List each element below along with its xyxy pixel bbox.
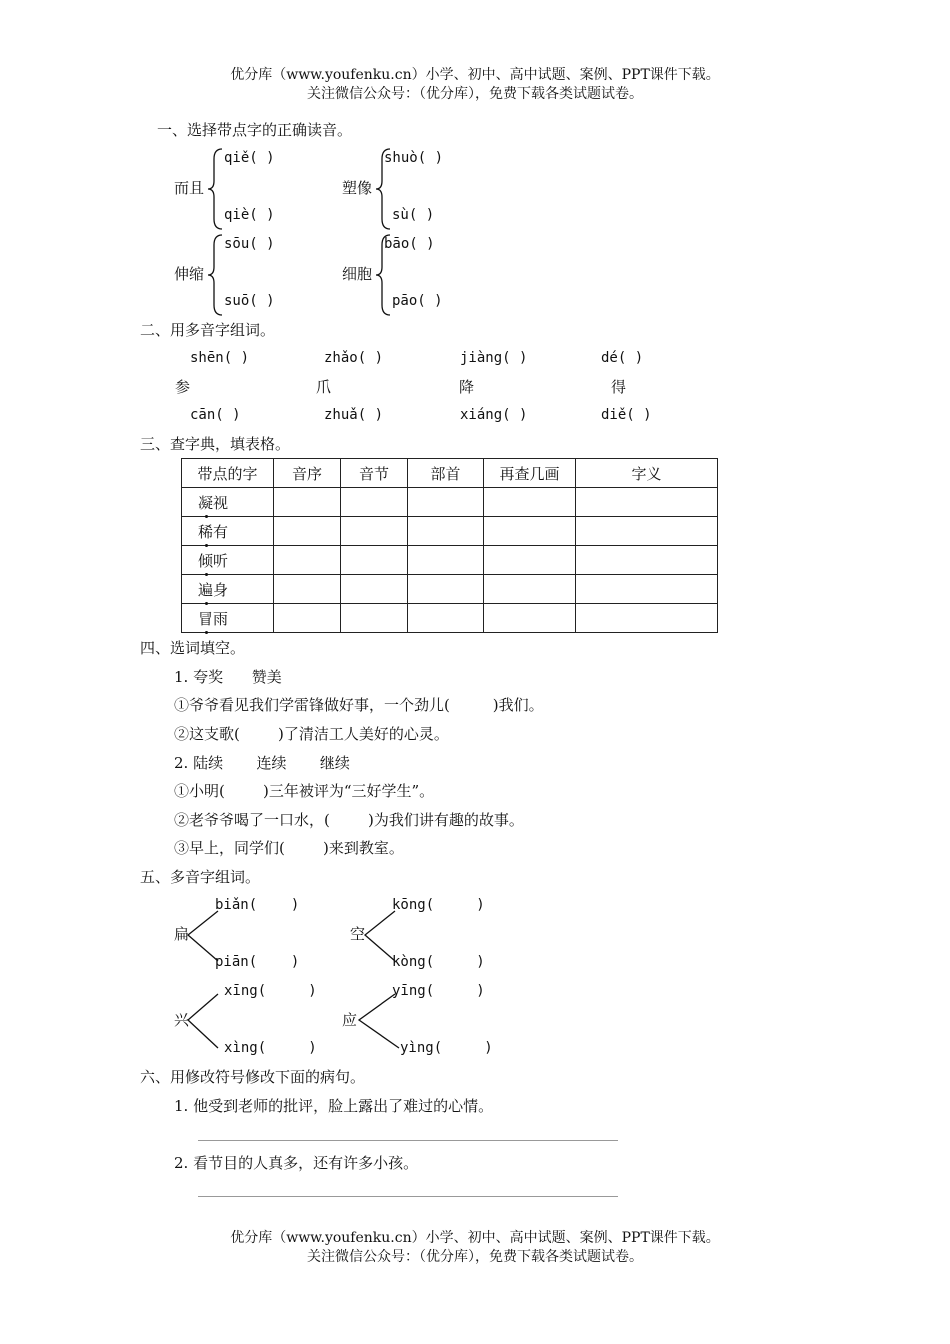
s1-pinyin-4b: pāo( ) (392, 293, 443, 309)
footer-line-1: 优分库（www.youfenku.cn）小学、初中、高中试题、案例、PPT课件下载。 (230, 1230, 720, 1246)
s2-bottom-3: xiáng( ) (460, 407, 528, 423)
s4-question-5: ③早上，同学们( )来到教室。 (174, 839, 404, 857)
row-word: 凝视 (198, 493, 229, 512)
table-row (182, 546, 718, 575)
s4-group-1-words: 1. 夸奖 赞美 (174, 668, 282, 686)
answer-cell[interactable] (484, 604, 576, 633)
answer-cell[interactable] (408, 488, 484, 517)
s4-question-4: ②老爷爷喝了一口水，( )为我们讲有趣的故事。 (174, 811, 524, 829)
s1-pinyin-1b: qiè( ) (224, 207, 275, 223)
brace-icon (206, 233, 226, 317)
s4-question-2: ②这支歌( )了清洁工人美好的心灵。 (174, 725, 449, 743)
s1-word-4: 细胞 (342, 265, 373, 283)
s2-char-4: 得 (611, 378, 627, 396)
answer-cell[interactable] (341, 488, 408, 517)
s1-pinyin-3a: sōu( ) (224, 236, 275, 252)
answer-cell[interactable] (274, 488, 341, 517)
table-header-row (182, 459, 718, 488)
s4-question-1: ①爷爷看见我们学雷锋做好事，一个劲儿( )我们。 (174, 696, 544, 714)
s5-pinyin-3b: xìng( ) (224, 1040, 317, 1056)
table-row (182, 604, 718, 633)
s5-pinyin-3a: xīng( ) (224, 983, 317, 999)
answer-cell[interactable] (576, 488, 718, 517)
answer-cell[interactable] (408, 517, 484, 546)
s5-pinyin-1b: piān( ) (215, 954, 300, 970)
row-word: 倾听 (198, 551, 229, 570)
section-1-title: 一、选择带点字的正确读音。 (157, 121, 353, 139)
answer-cell[interactable] (576, 546, 718, 575)
s2-bottom-4: diě( ) (601, 407, 652, 423)
s5-pinyin-4b: yìng( ) (400, 1040, 493, 1056)
table-row (182, 488, 718, 517)
s5-char-2: 空 (350, 925, 366, 943)
answer-cell[interactable] (341, 575, 408, 604)
s1-word-2: 塑像 (342, 179, 373, 197)
table-row (182, 575, 718, 604)
section-2-title: 二、用多音字组词。 (140, 321, 276, 339)
section-4-title: 四、选词填空。 (140, 639, 246, 657)
s1-pinyin-3b: suō( ) (224, 293, 275, 309)
answer-cell[interactable] (341, 546, 408, 575)
table-row-label (182, 517, 274, 546)
s5-pinyin-1a: biǎn( ) (215, 897, 300, 913)
table-row-label (182, 575, 274, 604)
s5-pinyin-2b: kòng( ) (392, 954, 485, 970)
header-line-1: 优分库（www.youfenku.cn）小学、初中、高中试题、案例、PPT课件下载。 (230, 67, 720, 83)
answer-line[interactable] (198, 1140, 618, 1141)
s1-pinyin-4a: bāo( ) (384, 236, 435, 252)
answer-cell[interactable] (274, 517, 341, 546)
table-header-cell: 部首 (408, 459, 484, 488)
answer-cell[interactable] (576, 575, 718, 604)
answer-cell[interactable] (341, 517, 408, 546)
table-header-cell: 音节 (341, 459, 408, 488)
answer-cell[interactable] (274, 575, 341, 604)
section-3-title: 三、查字典，填表格。 (140, 435, 291, 453)
answer-cell[interactable] (484, 488, 576, 517)
emphasis-dot-icon (205, 631, 208, 634)
table-header-cell: 字义 (576, 459, 718, 488)
s5-char-3: 兴 (174, 1011, 190, 1029)
row-word: 稀有 (198, 522, 229, 541)
table-header-cell: 音序 (274, 459, 341, 488)
row-word: 冒雨 (198, 609, 229, 628)
s2-top-2: zhǎo( ) (324, 350, 384, 366)
table-header-cell: 带点的字 (182, 459, 274, 488)
table-row-label (182, 546, 274, 575)
table-header-cell: 再查几画 (484, 459, 576, 488)
answer-cell[interactable] (408, 575, 484, 604)
s2-top-4: dé( ) (601, 350, 644, 366)
header-line-2: 关注微信公众号：（优分库），免费下载各类试题试卷。 (307, 86, 643, 102)
section-5-title: 五、多音字组词。 (140, 868, 261, 886)
answer-line[interactable] (198, 1196, 618, 1197)
answer-cell[interactable] (576, 517, 718, 546)
table-row-label (182, 604, 274, 633)
footer-line-2: 关注微信公众号：（优分库），免费下载各类试题试卷。 (307, 1249, 643, 1265)
s5-char-1: 扁 (174, 925, 190, 943)
answer-cell[interactable] (484, 546, 576, 575)
answer-cell[interactable] (274, 546, 341, 575)
s1-pinyin-2a: shuò( ) (384, 150, 444, 166)
s2-char-2: 爪 (316, 378, 332, 396)
s5-char-4: 应 (342, 1011, 358, 1029)
s1-pinyin-2b: sù( ) (392, 207, 435, 223)
s2-char-1: 参 (175, 378, 191, 396)
section-6-title: 六、用修改符号修改下面的病句。 (140, 1068, 366, 1086)
row-word: 遍身 (198, 580, 229, 599)
s5-pinyin-4a: yīng( ) (392, 983, 485, 999)
s2-bottom-2: zhuǎ( ) (324, 407, 384, 423)
table-row-label (182, 488, 274, 517)
s5-pinyin-2a: kōng( ) (392, 897, 485, 913)
s2-bottom-1: cān( ) (190, 407, 241, 423)
brace-icon (206, 147, 226, 231)
table-row (182, 517, 718, 546)
s2-top-1: shēn( ) (190, 350, 250, 366)
s4-question-3: ①小明( )三年被评为“三好学生”。 (174, 782, 435, 800)
s2-char-3: 降 (459, 378, 475, 396)
dictionary-table (181, 458, 718, 633)
answer-cell[interactable] (484, 575, 576, 604)
answer-cell[interactable] (274, 604, 341, 633)
s1-word-1: 而且 (174, 179, 205, 197)
answer-cell[interactable] (408, 546, 484, 575)
answer-cell[interactable] (341, 604, 408, 633)
answer-cell[interactable] (408, 604, 484, 633)
s6-question-2: 2. 看节目的人真多，还有许多小孩。 (174, 1154, 419, 1172)
s2-top-3: jiàng( ) (460, 350, 528, 366)
s1-word-3: 伸缩 (174, 265, 205, 283)
answer-cell[interactable] (576, 604, 718, 633)
s1-pinyin-1a: qiě( ) (224, 150, 275, 166)
answer-cell[interactable] (484, 517, 576, 546)
s4-group-2-words: 2. 陆续 连续 继续 (174, 754, 350, 772)
s6-question-1: 1. 他受到老师的批评，脸上露出了难过的心情。 (174, 1097, 494, 1115)
